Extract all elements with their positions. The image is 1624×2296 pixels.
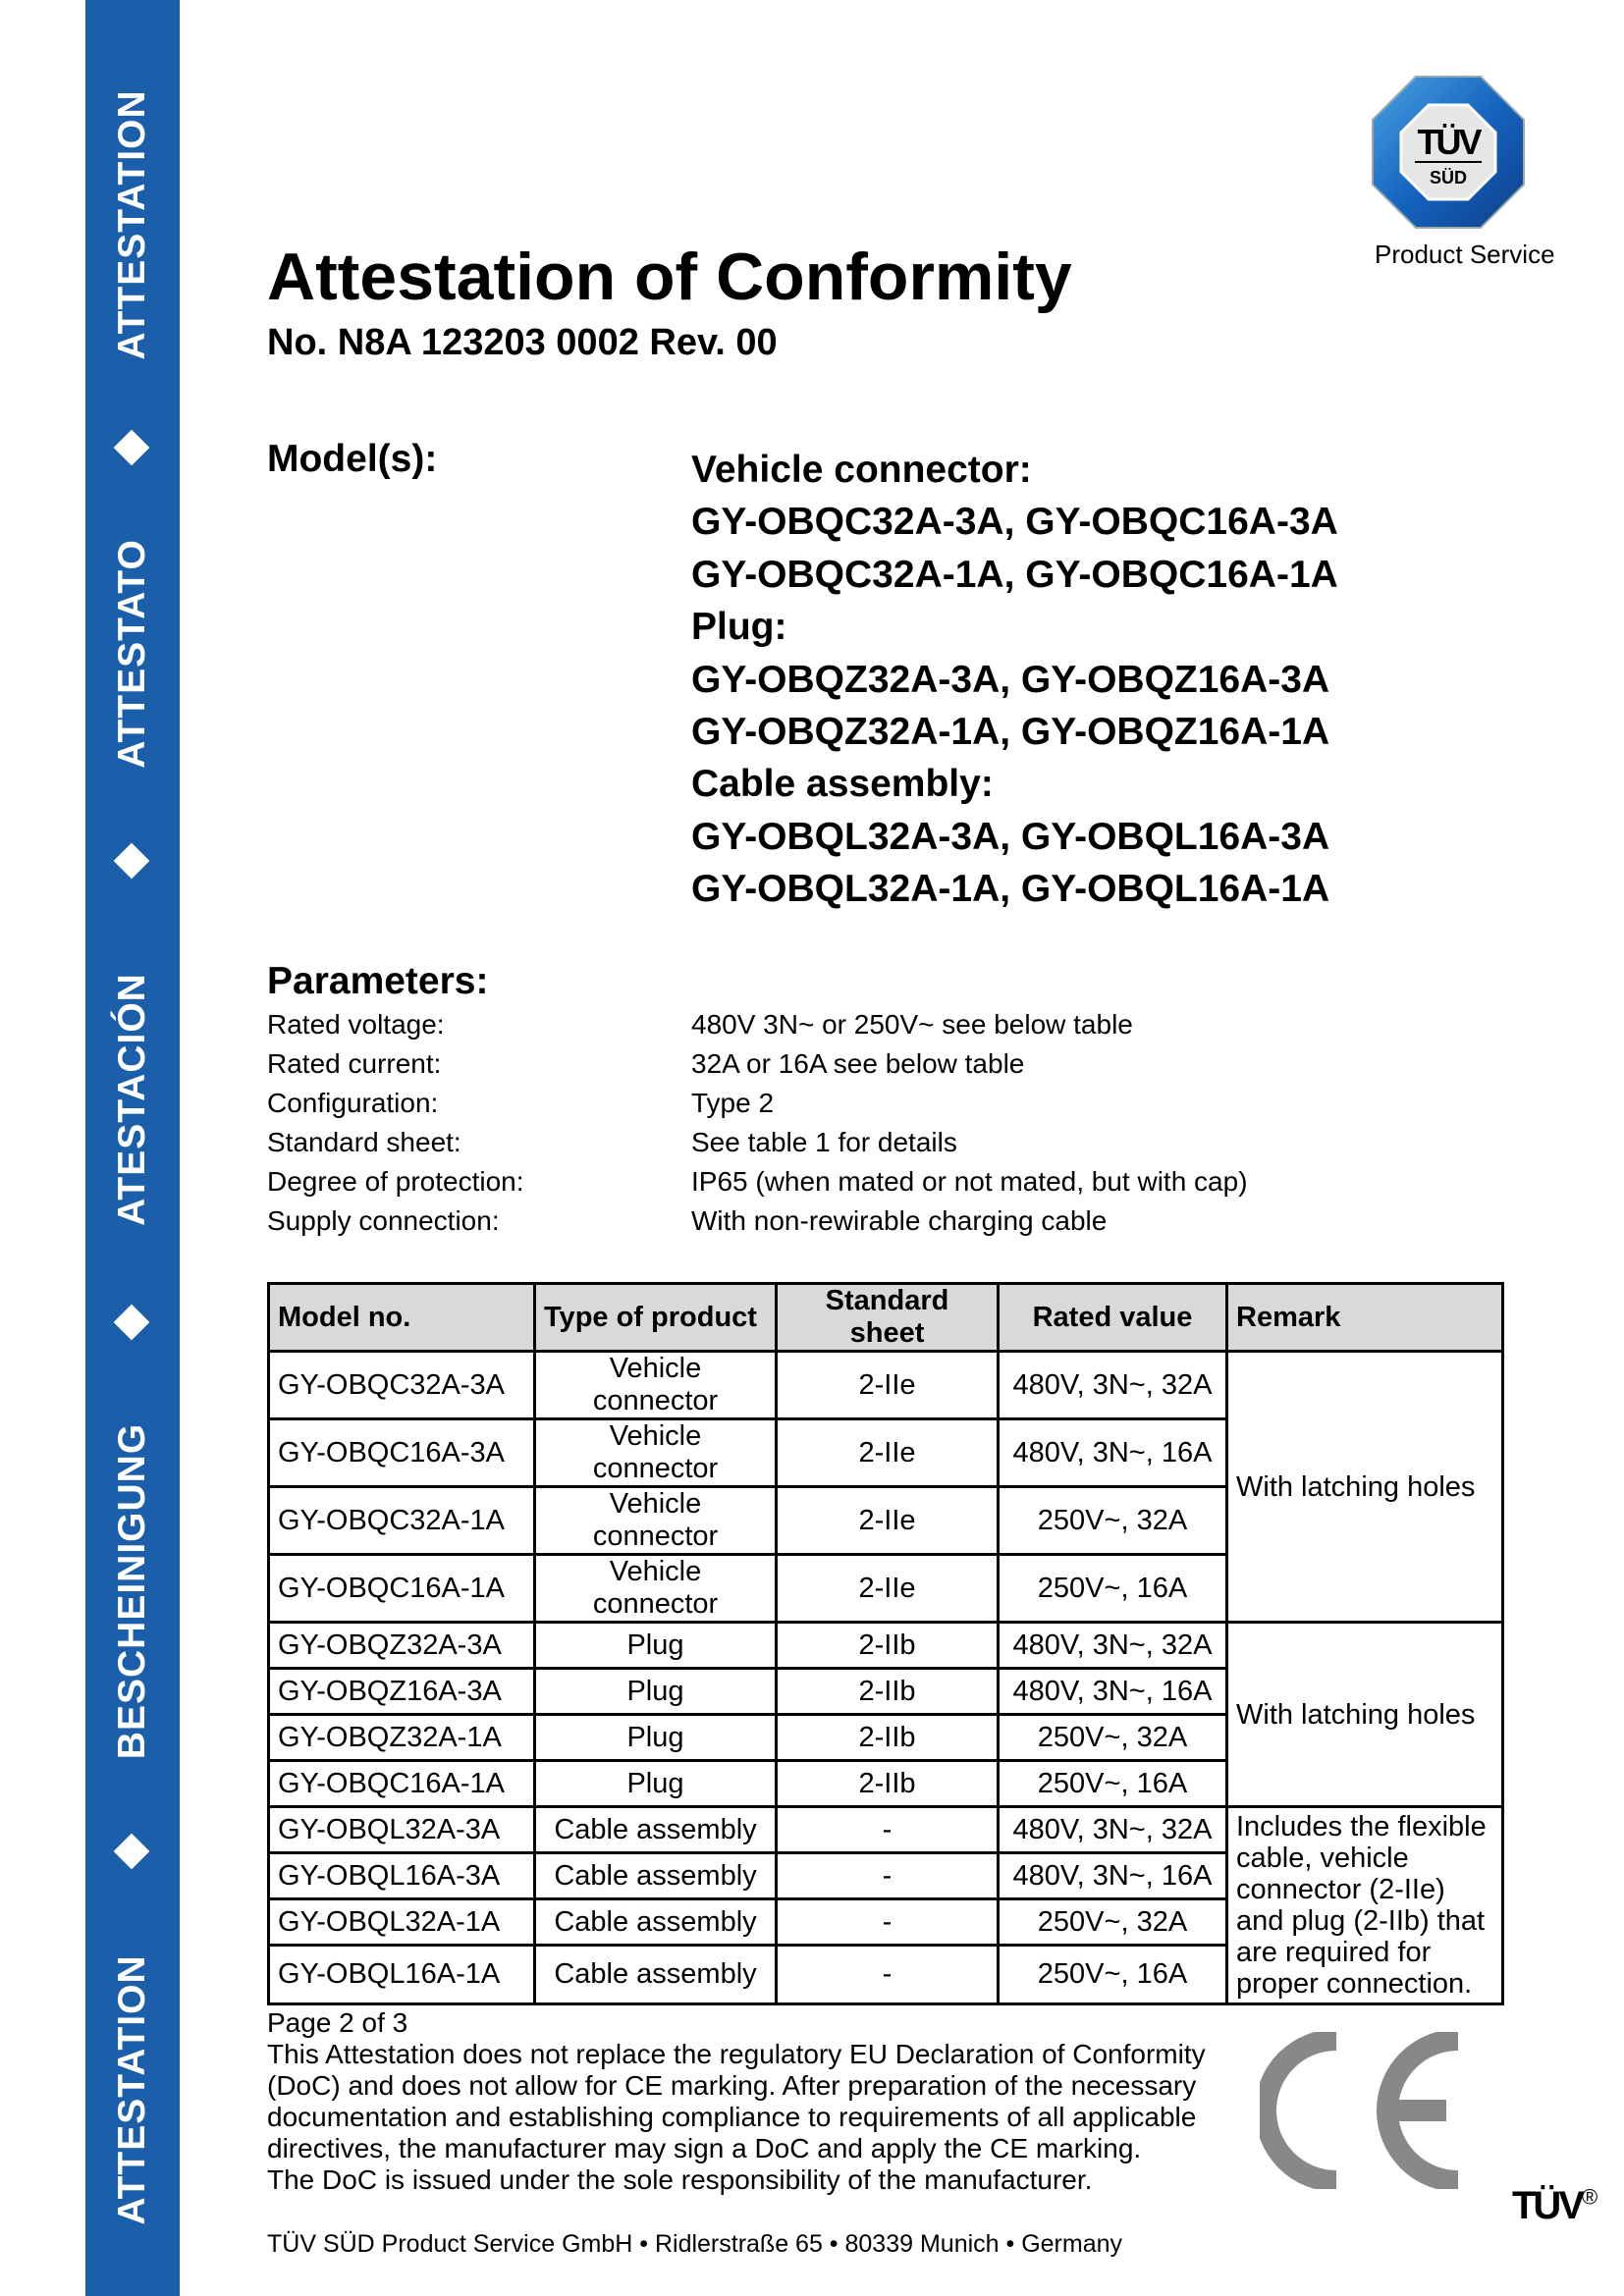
page-number: Page 2 of 3 bbox=[267, 2007, 408, 2038]
sidebar-label: ATESTACIÓN bbox=[111, 973, 153, 1226]
table-cell: Cable assembly bbox=[535, 1807, 777, 1853]
parameter-key: Supply connection: bbox=[267, 1205, 500, 1236]
sidebar-label: ATTESTATION bbox=[111, 89, 153, 360]
table-cell: 480V, 3N~, 32A bbox=[999, 1352, 1227, 1419]
footer-address: TÜV SÜD Product Service GmbH • Ridlerstraße 65 • 80339 Munich • Germany bbox=[267, 2230, 1123, 2258]
page-title: Attestation of Conformity bbox=[267, 240, 1072, 314]
parameter-value: 32A or 16A see below table bbox=[691, 1048, 1025, 1079]
column-header: Type of product bbox=[535, 1284, 777, 1352]
document-number: No. N8A 123203 0002 Rev. 00 bbox=[267, 322, 778, 363]
model-line: Cable assembly: bbox=[691, 763, 994, 806]
parameter-row bbox=[267, 1162, 1248, 1201]
model-line: Plug: bbox=[691, 606, 787, 649]
table-cell: - bbox=[777, 1899, 999, 1946]
svg-text:SÜD: SÜD bbox=[1429, 168, 1468, 187]
table-cell: GY-OBQZ32A-3A bbox=[269, 1623, 535, 1669]
table-cell: GY-OBQL16A-1A bbox=[269, 1946, 535, 2004]
svg-text:TÜV: TÜV bbox=[1417, 122, 1480, 162]
column-header: Rated value bbox=[999, 1284, 1227, 1352]
table-cell: 250V~, 32A bbox=[999, 1899, 1227, 1946]
table-cell: GY-OBQL32A-3A bbox=[269, 1807, 535, 1853]
parameter-value: With non-rewirable charging cable bbox=[691, 1205, 1108, 1236]
table-cell: Vehicle connector bbox=[535, 1419, 777, 1487]
table-cell: - bbox=[777, 1946, 999, 2004]
table-row bbox=[269, 1623, 1503, 1669]
table-cell: Vehicle connector bbox=[535, 1352, 777, 1419]
footer-line: documentation and establishing compliance to requirements of all applicable bbox=[267, 2102, 1197, 2132]
table-cell: 480V, 3N~, 16A bbox=[999, 1853, 1227, 1899]
table-cell: Plug bbox=[535, 1761, 777, 1807]
model-line: GY-OBQC32A-3A, GY-OBQC16A-3A bbox=[691, 501, 1338, 544]
remark-cell: With latching holes bbox=[1227, 1352, 1503, 1623]
table-cell: 250V~, 16A bbox=[999, 1555, 1227, 1623]
parameter-key: Rated current: bbox=[267, 1048, 442, 1079]
parameter-row bbox=[267, 1123, 1248, 1162]
model-line: Vehicle connector: bbox=[691, 449, 1032, 491]
table-cell: GY-OBQC16A-1A bbox=[269, 1761, 535, 1807]
table-cell: 2-IIe bbox=[777, 1419, 999, 1487]
table-cell: 480V, 3N~, 32A bbox=[999, 1807, 1227, 1853]
parameter-value: IP65 (when mated or not mated, but with cap) bbox=[691, 1166, 1248, 1197]
table-cell: GY-OBQZ16A-3A bbox=[269, 1669, 535, 1715]
parameter-row bbox=[267, 1201, 1248, 1241]
parameter-value: See table 1 for details bbox=[691, 1127, 957, 1157]
table-cell: 2-IIb bbox=[777, 1715, 999, 1761]
column-header: Remark bbox=[1227, 1284, 1503, 1352]
table-cell: GY-OBQL16A-3A bbox=[269, 1853, 535, 1899]
parameter-row bbox=[267, 1084, 1248, 1123]
table-cell: Plug bbox=[535, 1669, 777, 1715]
remark-cell: With latching holes bbox=[1227, 1623, 1503, 1807]
model-line: GY-OBQC32A-1A, GY-OBQC16A-1A bbox=[691, 553, 1338, 596]
parameter-key: Configuration: bbox=[267, 1088, 439, 1118]
table-cell: - bbox=[777, 1807, 999, 1853]
ce-mark-icon bbox=[1260, 2032, 1476, 2189]
model-line: GY-OBQL32A-1A, GY-OBQL16A-1A bbox=[691, 868, 1330, 911]
table-cell: 480V, 3N~, 32A bbox=[999, 1623, 1227, 1669]
table-cell: GY-OBQC16A-1A bbox=[269, 1555, 535, 1623]
registered-mark: ® bbox=[1582, 2184, 1598, 2210]
table-cell: 2-IIe bbox=[777, 1352, 999, 1419]
column-header: Model no. bbox=[269, 1284, 535, 1352]
models-list bbox=[691, 444, 1338, 916]
parameter-key: Rated voltage: bbox=[267, 1009, 445, 1040]
table-cell: 2-IIe bbox=[777, 1487, 999, 1555]
tuv-sud-logo bbox=[1370, 74, 1527, 231]
parameter-value: Type 2 bbox=[691, 1088, 775, 1118]
table-cell: 2-IIe bbox=[777, 1555, 999, 1623]
diamond-icon bbox=[114, 1305, 150, 1341]
diamond-icon bbox=[114, 843, 150, 880]
table-cell: 250V~, 16A bbox=[999, 1946, 1227, 2004]
model-line: GY-OBQL32A-3A, GY-OBQL16A-3A bbox=[691, 815, 1330, 858]
sidebar-band bbox=[85, 0, 180, 2296]
parameter-key: Degree of protection: bbox=[267, 1166, 524, 1197]
footer-line: This Attestation does not replace the regulatory EU Declaration of Conformity bbox=[267, 2039, 1206, 2069]
table-cell: GY-OBQC32A-3A bbox=[269, 1352, 535, 1419]
table-cell: Cable assembly bbox=[535, 1946, 777, 2004]
remark-cell: Includes the flexible cable, vehicle connector (2-IIe) and plug (2-IIb) that are required for proper connection. bbox=[1227, 1807, 1503, 2004]
parameters-label: Parameters: bbox=[267, 960, 489, 1002]
table-cell: GY-OBQC32A-1A bbox=[269, 1487, 535, 1555]
table-cell: Plug bbox=[535, 1715, 777, 1761]
model-line: GY-OBQZ32A-1A, GY-OBQZ16A-1A bbox=[691, 711, 1330, 754]
footer-line: The DoC is issued under the sole responsibility of the manufacturer. bbox=[267, 2164, 1093, 2195]
table-cell: 2-IIb bbox=[777, 1623, 999, 1669]
table-cell: 250V~, 32A bbox=[999, 1487, 1227, 1555]
table-cell: Vehicle connector bbox=[535, 1555, 777, 1623]
parameter-value: 480V 3N~ or 250V~ see below table bbox=[691, 1009, 1133, 1040]
tuv-text: TÜV bbox=[1512, 2184, 1582, 2227]
table-cell: 250V~, 16A bbox=[999, 1761, 1227, 1807]
footer-line: (DoC) and does not allow for CE marking. After preparation of the necessary bbox=[267, 2070, 1197, 2101]
table-cell: GY-OBQZ32A-1A bbox=[269, 1715, 535, 1761]
table-cell: 480V, 3N~, 16A bbox=[999, 1669, 1227, 1715]
table-cell: 480V, 3N~, 16A bbox=[999, 1419, 1227, 1487]
table-cell: Plug bbox=[535, 1623, 777, 1669]
parameters-list bbox=[267, 1005, 1248, 1241]
sidebar-label: ATTESTATO bbox=[111, 539, 153, 769]
models-label: Model(s): bbox=[267, 438, 438, 480]
table-row bbox=[269, 1807, 1503, 1853]
table-cell: - bbox=[777, 1853, 999, 1899]
diamond-icon bbox=[114, 1834, 150, 1870]
footer-line: directives, the manufacturer may sign a DoC and apply the CE marking. bbox=[267, 2133, 1142, 2163]
sidebar-label: ATTESTATION bbox=[111, 1954, 153, 2225]
footer-notice bbox=[267, 2007, 1206, 2196]
diamond-icon bbox=[114, 430, 150, 466]
table-header-row bbox=[269, 1284, 1503, 1352]
sidebar-label: BESCHEINIGUNG bbox=[111, 1422, 153, 1760]
table-cell: Vehicle connector bbox=[535, 1487, 777, 1555]
table-cell: 2-IIb bbox=[777, 1761, 999, 1807]
tuv-trademark bbox=[1512, 2184, 1597, 2228]
table-row bbox=[269, 1352, 1503, 1419]
parameter-key: Standard sheet: bbox=[267, 1127, 461, 1157]
model-table bbox=[267, 1282, 1504, 2005]
table-cell: GY-OBQC16A-3A bbox=[269, 1419, 535, 1487]
table-cell: Cable assembly bbox=[535, 1853, 777, 1899]
parameter-row bbox=[267, 1044, 1248, 1084]
model-line: GY-OBQZ32A-3A, GY-OBQZ16A-3A bbox=[691, 658, 1330, 701]
table-cell: 250V~, 32A bbox=[999, 1715, 1227, 1761]
table-cell: GY-OBQL32A-1A bbox=[269, 1899, 535, 1946]
parameter-row bbox=[267, 1005, 1248, 1044]
table-cell: 2-IIb bbox=[777, 1669, 999, 1715]
table-cell: Cable assembly bbox=[535, 1899, 777, 1946]
logo-subtitle: Product Service bbox=[1375, 240, 1555, 269]
column-header: Standard sheet bbox=[777, 1284, 999, 1352]
